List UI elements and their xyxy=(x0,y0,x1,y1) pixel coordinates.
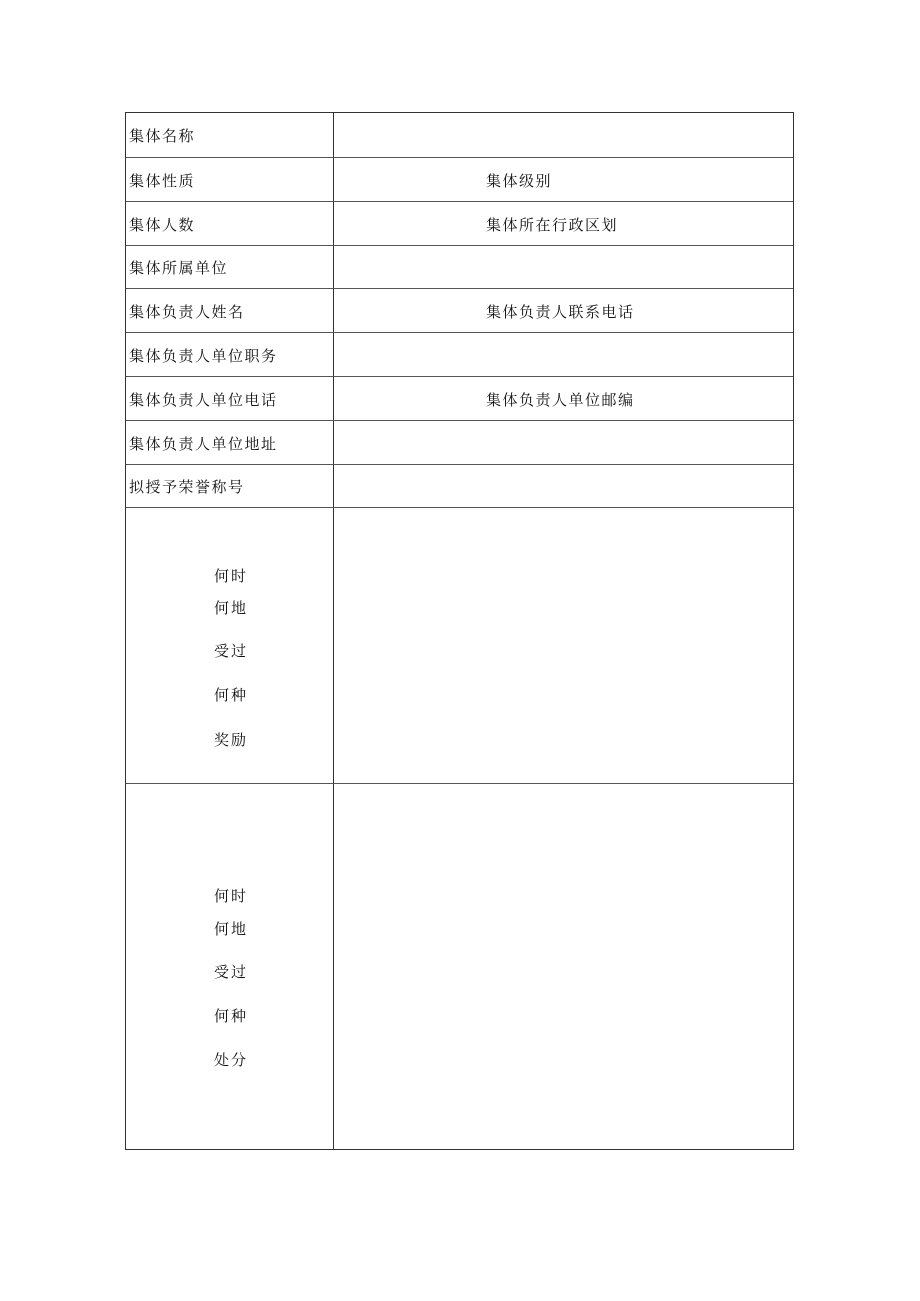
collective-nature-label: 集体性质 xyxy=(129,172,196,190)
row-punishments xyxy=(126,783,793,1149)
row-collective-unit xyxy=(126,245,793,288)
label-cell xyxy=(126,202,334,245)
collective-unit-field[interactable] xyxy=(334,246,793,288)
label-cell xyxy=(126,289,334,332)
row-proposed-honor xyxy=(126,464,793,507)
leader-position-label: 集体负责人单位职务 xyxy=(129,347,278,365)
punishments-label-line: 处分 xyxy=(214,1051,249,1069)
proposed-honor-field[interactable] xyxy=(334,465,793,507)
label-cell xyxy=(126,246,334,288)
application-form-table xyxy=(125,112,794,1150)
label-cell xyxy=(126,377,334,420)
label-cell xyxy=(126,158,334,201)
leader-position-field[interactable] xyxy=(334,333,793,376)
label-cell xyxy=(126,113,334,157)
row-collective-nature xyxy=(126,157,793,201)
row-leader-name xyxy=(126,288,793,332)
collective-name-field[interactable] xyxy=(334,113,793,157)
leader-unit-phone-label: 集体负责人单位电话 xyxy=(129,391,278,409)
collective-level-label: 集体级别 xyxy=(486,172,553,190)
leader-unit-address-label: 集体负责人单位地址 xyxy=(129,435,278,453)
row-leader-position xyxy=(126,332,793,376)
label-cell xyxy=(126,421,334,464)
leader-name-label: 集体负责人姓名 xyxy=(129,303,245,321)
awards-label-line: 奖励 xyxy=(214,731,249,749)
row-leader-unit-phone xyxy=(126,376,793,420)
awards-label-line: 何种 xyxy=(214,686,249,704)
collective-name-label: 集体名称 xyxy=(129,127,196,145)
row-leader-unit-address xyxy=(126,420,793,464)
punishments-label-line: 受过 xyxy=(214,963,249,981)
punishments-label-cell xyxy=(126,784,334,1149)
row-collective-size xyxy=(126,201,793,245)
awards-field[interactable] xyxy=(334,508,793,783)
awards-label-line: 受过 xyxy=(214,642,249,660)
label-cell xyxy=(126,465,334,507)
collective-nature-field[interactable] xyxy=(334,158,793,201)
punishments-label-line: 何地 xyxy=(214,920,249,938)
punishments-field[interactable] xyxy=(334,784,793,1149)
awards-label-line: 何地 xyxy=(214,599,249,617)
punishments-label-line: 何种 xyxy=(214,1007,249,1025)
awards-label-line: 何时 xyxy=(214,567,249,585)
label-cell xyxy=(126,333,334,376)
leader-unit-postcode-label: 集体负责人单位邮编 xyxy=(486,391,635,409)
leader-phone-label: 集体负责人联系电话 xyxy=(486,303,635,321)
awards-label-cell xyxy=(126,508,334,783)
row-awards xyxy=(126,507,793,783)
leader-unit-address-field[interactable] xyxy=(334,421,793,464)
collective-region-label: 集体所在行政区划 xyxy=(486,216,619,234)
punishments-label-line: 何时 xyxy=(214,887,249,905)
collective-unit-label: 集体所属单位 xyxy=(129,259,229,277)
row-collective-name xyxy=(126,113,793,157)
collective-size-label: 集体人数 xyxy=(129,216,196,234)
proposed-honor-label: 拟授予荣誉称号 xyxy=(129,478,245,496)
